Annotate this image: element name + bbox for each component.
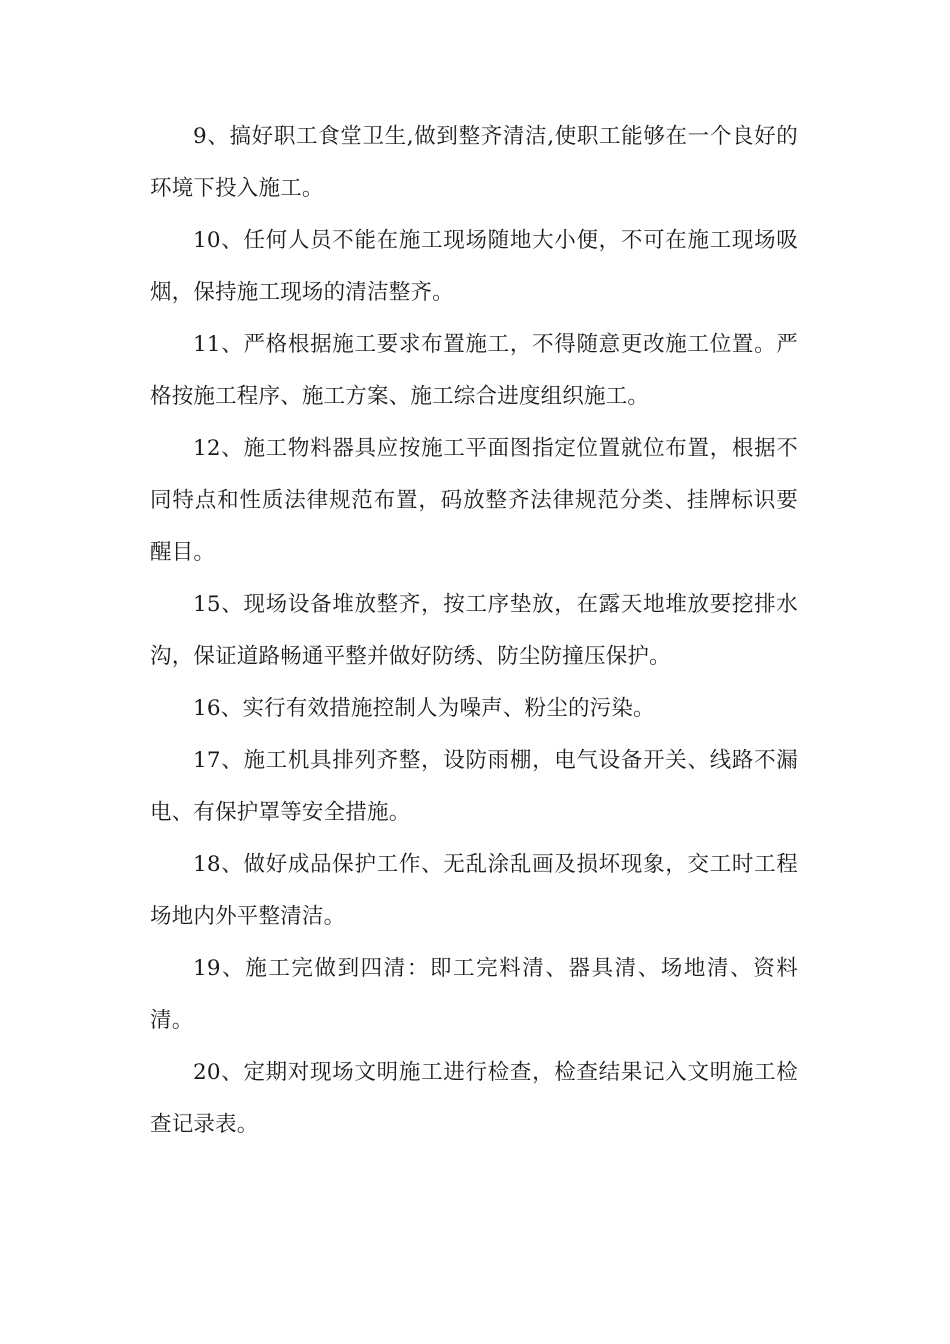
paragraph-item-19: 19、施工完做到四清：即工完料清、器具清、场地清、资料清。 xyxy=(150,956,798,1033)
paragraph-item-15: 15、现场设备堆放整齐，按工序垫放，在露天地堆放要挖排水沟，保证道路畅通平整并做好防绣、防尘防撞压保护。 xyxy=(150,592,798,669)
paragraph-item-12: 12、施工物料器具应按施工平面图指定位置就位布置，根据不同特点和性质法律规范布置，码放整齐法律规范分类、挂牌标识要醒目。 xyxy=(150,436,798,565)
paragraph-item-20: 20、定期对现场文明施工进行检查，检查结果记入文明施工检查记录表。 xyxy=(150,1060,798,1137)
paragraph-item-11: 11、严格根据施工要求布置施工，不得随意更改施工位置。严格按施工程序、施工方案、施工综合进度组织施工。 xyxy=(150,332,798,409)
paragraph-item-17: 17、施工机具排列齐整，设防雨棚，电气设备开关、线路不漏电、有保护罩等安全措施。 xyxy=(150,748,798,825)
document-body xyxy=(150,111,798,1151)
paragraph-item-16: 16、实行有效措施控制人为噪声、粉尘的污染。 xyxy=(193,696,655,721)
paragraph-item-10: 10、任何人员不能在施工现场随地大小便，不可在施工现场吸烟，保持施工现场的清洁整齐。 xyxy=(150,228,798,305)
paragraph-item-18: 18、做好成品保护工作、无乱涂乱画及损坏现象，交工时工程场地内外平整清洁。 xyxy=(150,852,798,929)
paragraph-item-9: 9、搞好职工食堂卫生,做到整齐清洁,使职工能够在一个良好的环境下投入施工。 xyxy=(150,124,798,201)
